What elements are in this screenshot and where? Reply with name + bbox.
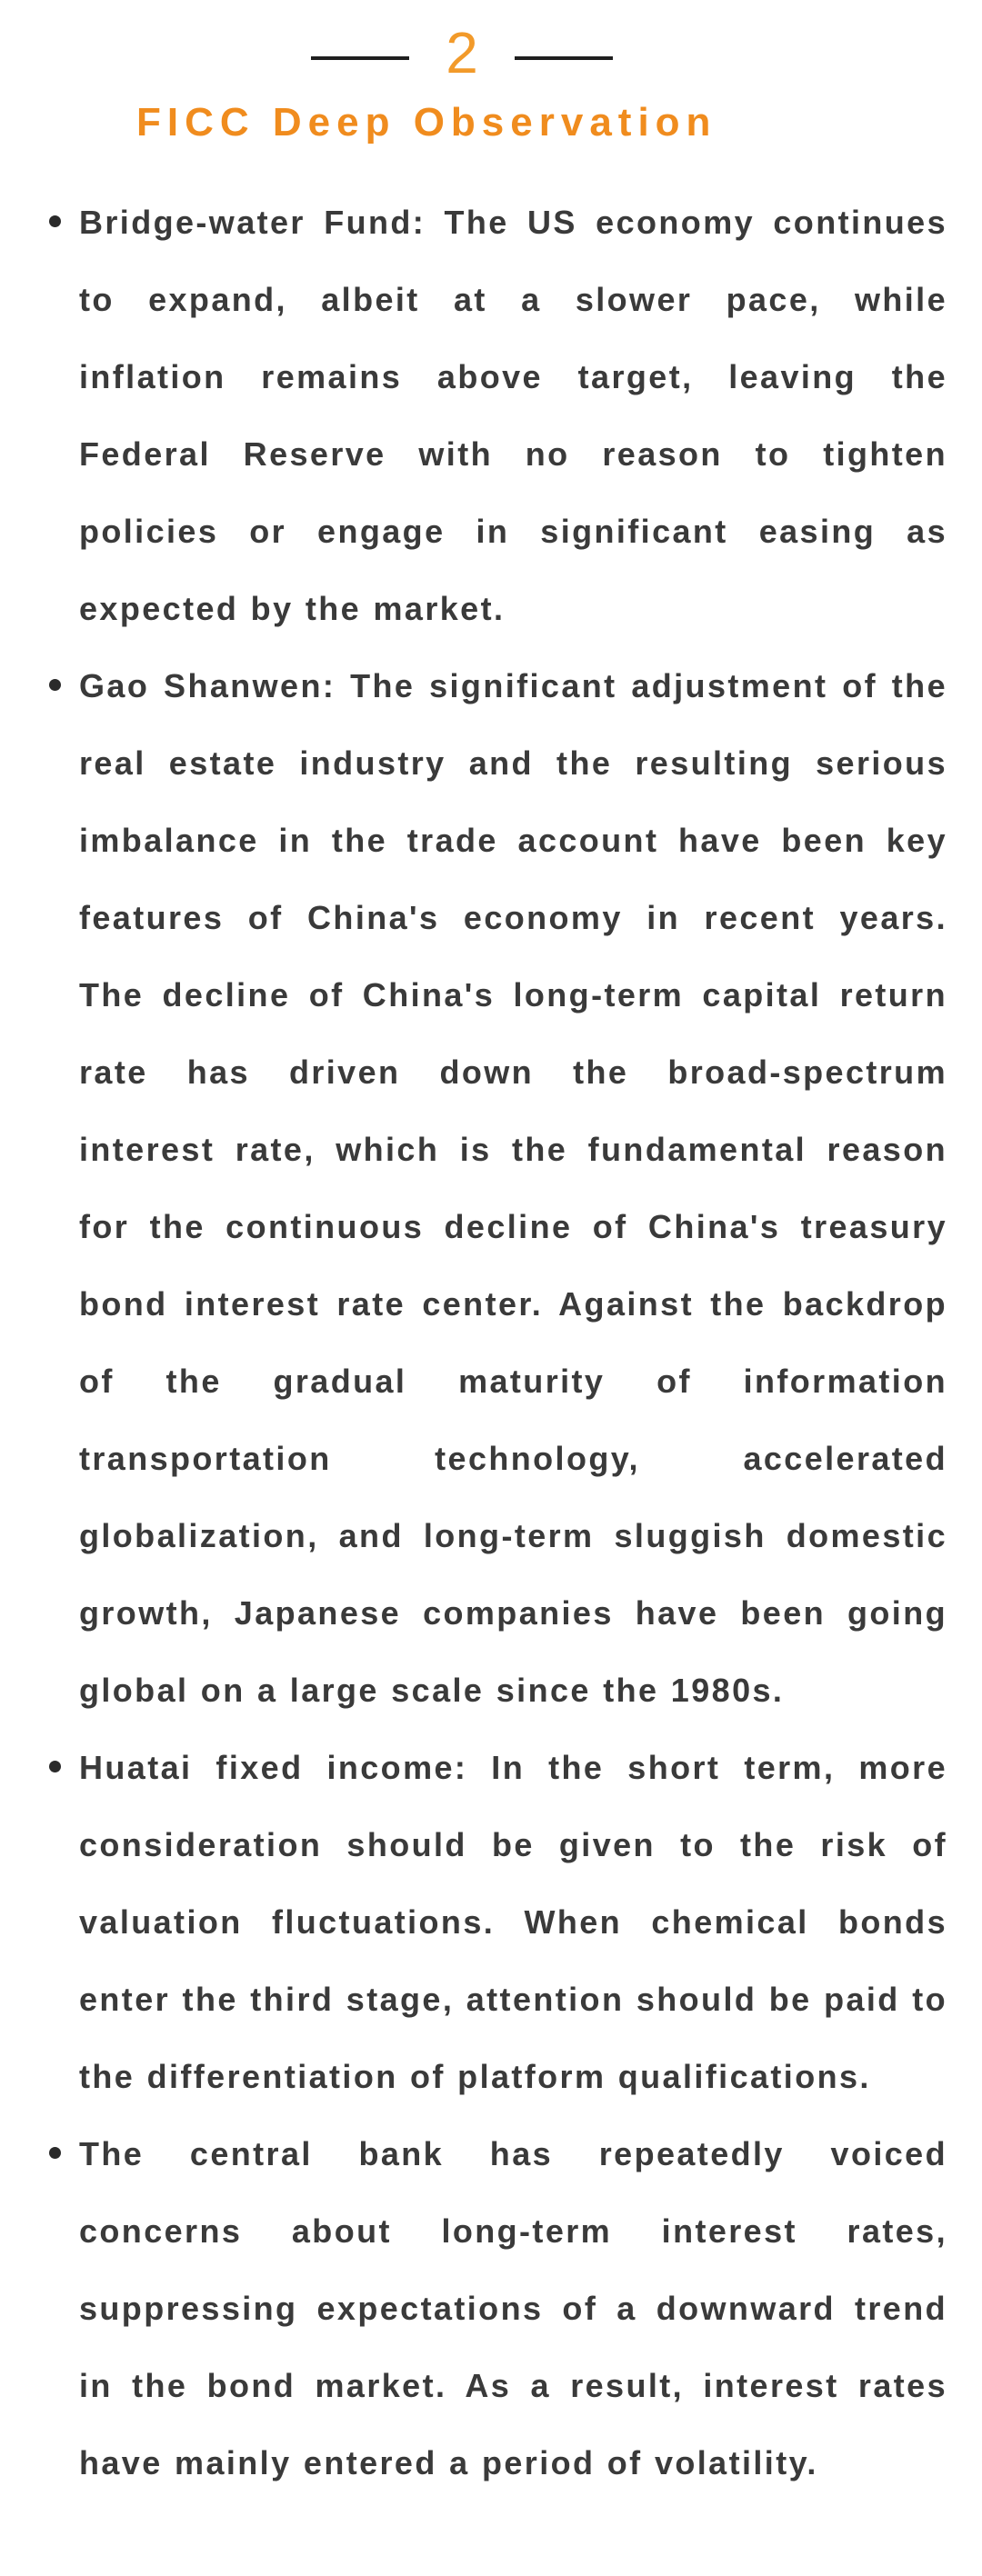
list-item-text: Bridge-water Fund: The US economy continues to expand, albeit at a slower pace, while inflation remains above target, leaving the Federal Reserve with no reason to tighten policies or engage in significant easing as expected by the market. [79,204,947,627]
section-title: FICC Deep Observation [136,100,717,145]
list-item-text: Huatai fixed income: In the short term, more consideration should be given to the risk of valuation fluctuations. When chemical bonds enter the third stage, attention should be paid to the differentiation of platform qualifications. [79,1749,947,2095]
list-item [0,647,982,1729]
list-item [0,2115,982,2501]
list-item [0,184,982,647]
observation-list [0,184,982,2501]
section-number: 2 [446,20,478,85]
bullet-dot-icon [49,1761,61,1772]
bullet-dot-icon [49,2147,61,2159]
bullet-dot-icon [49,215,61,227]
header-rule-left [311,56,409,60]
list-item [0,1729,982,2115]
section-header [0,0,982,159]
list-item-text: Gao Shanwen: The significant adjustment of the real estate industry and the resulting serious imbalance in the trade account have been key features of China's economy in recent years. The decline of China's long-term capital return rate has driven down the broad-spectrum interest rate, which is the fundamental reason for the continuous decline of China's treasury bond interest rate center. Against the backdrop of the gradual maturity of information transportation technology, accelerated globalization, and long-term sluggish domestic growth, Japanese companies have been going global on a large scale since the 1980s. [79,667,947,1709]
list-item-text: The central bank has repeatedly voiced concerns about long-term interest rates, suppressing expectations of a downward trend in the bond market. As a result, interest rates have mainly entered a period of volatility. [79,2135,947,2481]
header-rule-right [515,56,613,60]
bullet-dot-icon [49,679,61,691]
